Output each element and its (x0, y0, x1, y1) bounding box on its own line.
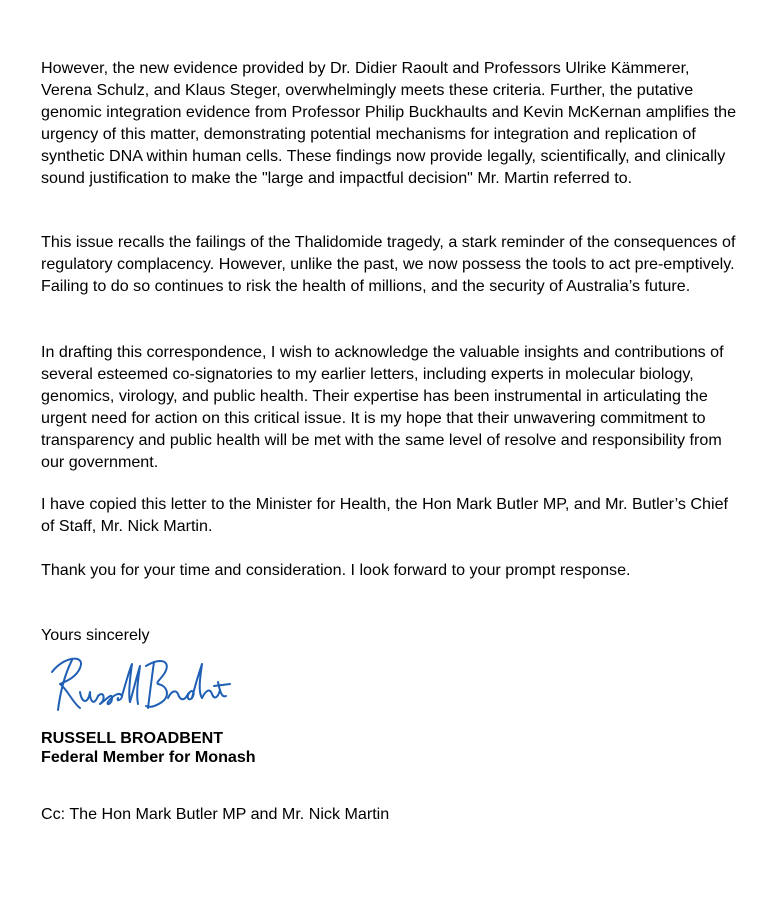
body-paragraph-1: However, the new evidence provided by Dr. Didier Raoult and Professors Ulrike Kämmerer, Verena Schulz, and Klaus Steger, overwhelmingly meets these criteria. Further, the putative genomic integration evidence from Professor Philip Buckhaults and Kevin McKernan amplifies the urgency of this matter, demonstrating potential mechanisms for integration and replication of synthetic DNA within human cells. These findings now provide legally, scientifically, and clinically sound justification to make the "large and impactful decision" Mr. Martin referred to. (41, 59, 737, 187)
closing-salutation: Yours sincerely (41, 626, 150, 644)
body-paragraph-4: I have copied this letter to the Minister for Health, the Hon Mark Butler MP, and Mr. Butler’s Chief of Staff, Mr. Nick Martin. (41, 495, 728, 535)
body-paragraph-3: In drafting this correspondence, I wish to acknowledge the valuable insights and contributions of several esteemed co-signatories to my earlier letters, including experts in molecular biology, genomics, virology, and public health. Their expertise has been instrumental in articulating the urgent need for action on this critical issue. It is my hope that their unwavering commitment to transparency and public health will be met with the same level of resolve and responsibility from our government. (41, 343, 724, 471)
handwritten-signature (46, 652, 236, 724)
signer-name: RUSSELL BROADBENT (41, 729, 224, 747)
body-paragraph-2: This issue recalls the failings of the Thalidomide tragedy, a stark reminder of the consequences of regulatory complacency. However, unlike the past, we now possess the tools to act pre-emptively. Failing to do so continues to risk the health of millions, and the security of Australia’s future. (41, 233, 736, 295)
cc-line: Cc: The Hon Mark Butler MP and Mr. Nick Martin (41, 805, 390, 823)
body-paragraph-5: Thank you for your time and consideration. I look forward to your prompt response. (41, 561, 631, 579)
signer-title: Federal Member for Monash (41, 748, 256, 766)
